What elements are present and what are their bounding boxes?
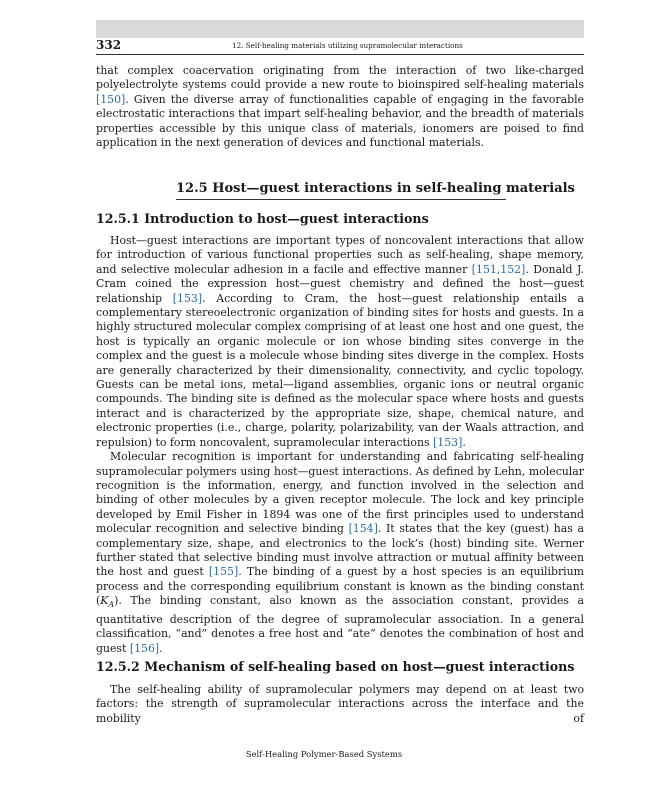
subsection-body xyxy=(96,234,584,656)
running-head: 12. Self-healing materials utilizing supramolecular interactions xyxy=(232,41,463,50)
citation-link[interactable]: [153] xyxy=(433,435,463,449)
citation-link[interactable]: [154] xyxy=(348,522,378,536)
section-title-rule xyxy=(176,199,506,200)
subsection-body xyxy=(96,683,584,726)
citation-link[interactable]: [150] xyxy=(96,92,126,106)
paragraph: Host—guest interactions are important types of noncovalent interactions that allow for introduction of various functional properties such as self-healing, shape memory, and selective molecular adhesion in a facile and effective manner [151,152]. Donald J. Cram coined the expression host—guest chemistry and defined the host—guest relationship [153]. According to Cram, the host—guest relationship entails a complementary stereoelectronic organization of binding sites for hosts and guests. In a highly structured molecular complex comprising of at least one host and one guest, the host is typically an organic molecule or ion whose binding sites converge in the complex and the guest is a molecule whose binding sites diverge in the complex. Hosts are generally characterized by their dimensionality, connectivity, and cyclic topology. Guests can be metal ions, metal—ligand assemblies, organic ions or neutral organic compounds. The binding site is defined as the molecular space where hosts and guests interact and is characterized by the appropriate size, shape, chemical nature, and electronic properties (i.e., charge, polarity, polarizability, van der Waals attraction, and repulsion) to form noncovalent, supramolecular interactions [153]. xyxy=(96,234,585,449)
footer-book-title: Self-Healing Polymer-Based Systems xyxy=(245,749,403,759)
citation-link[interactable]: [156] xyxy=(129,641,160,655)
page-number: 332 xyxy=(96,38,122,52)
header-rule xyxy=(96,54,584,55)
header-bar xyxy=(96,20,584,38)
citation-link[interactable]: [155] xyxy=(208,565,239,579)
citation-link[interactable]: [151,152] xyxy=(471,262,526,276)
paragraph: Molecular recognition is important for understanding and fabricating self-healing supramolecular polymers using host—guest interactions. As defined by Lehn, molecular recognition is the information, energy, and function involved in the selection and binding of other molecules by a given receptor molecule. The lock and key principle developed by Emil Fisher in 1894 was one of the first principles used to understand molecular recognition and selective binding [154]. It states that the key (guest) has a complementary size, shape, and electronics to the lock’s (host) binding site. Werner further stated that selective binding must involve attraction or mutual affinity between the host and guest [155]. The binding of a guest by a host species is an equilibrium process and the corresponding equilibrium constant is known as the binding constant $(K_A)$. The binding constant, also known as the association constant, provides a quantitative description of the degree of supramolecular association. In a general classification, “and” denotes a free host and “ate” denotes the combination of host and guest [156]. xyxy=(96,450,584,655)
citation-link[interactable]: [153] xyxy=(172,291,203,305)
binding-constant-subscript: A xyxy=(108,600,115,610)
subsection-title: 12.5.1 Introduction to host—guest interactions xyxy=(96,211,429,226)
subsection-title: 12.5.2 Mechanism of self-healing based on host—guest interactions xyxy=(96,659,575,674)
intro-paragraph-block xyxy=(96,64,584,150)
binding-constant-symbol: K xyxy=(100,594,109,608)
intro-paragraph: that complex coacervation originating from the interaction of two like-charged polyelectrolyte systems could provide a new route to bioinspired self-healing materials [150]. Given the diverse array of functionalities capable of engaging in the favorable electrostatic interactions that impart self-healing behavior, and the breadth of materials properties accessible by this unique class of materials, ionomers are poised to find application in the next generation of devices and functional materials. xyxy=(96,64,584,150)
section-title: 12.5 Host—guest interactions in self-healing materials xyxy=(176,181,575,196)
paragraph: The self-healing ability of supramolecular polymers may depend on at least two factors: the strength of supramolecular interactions across the interface and the mobility of xyxy=(96,683,584,725)
